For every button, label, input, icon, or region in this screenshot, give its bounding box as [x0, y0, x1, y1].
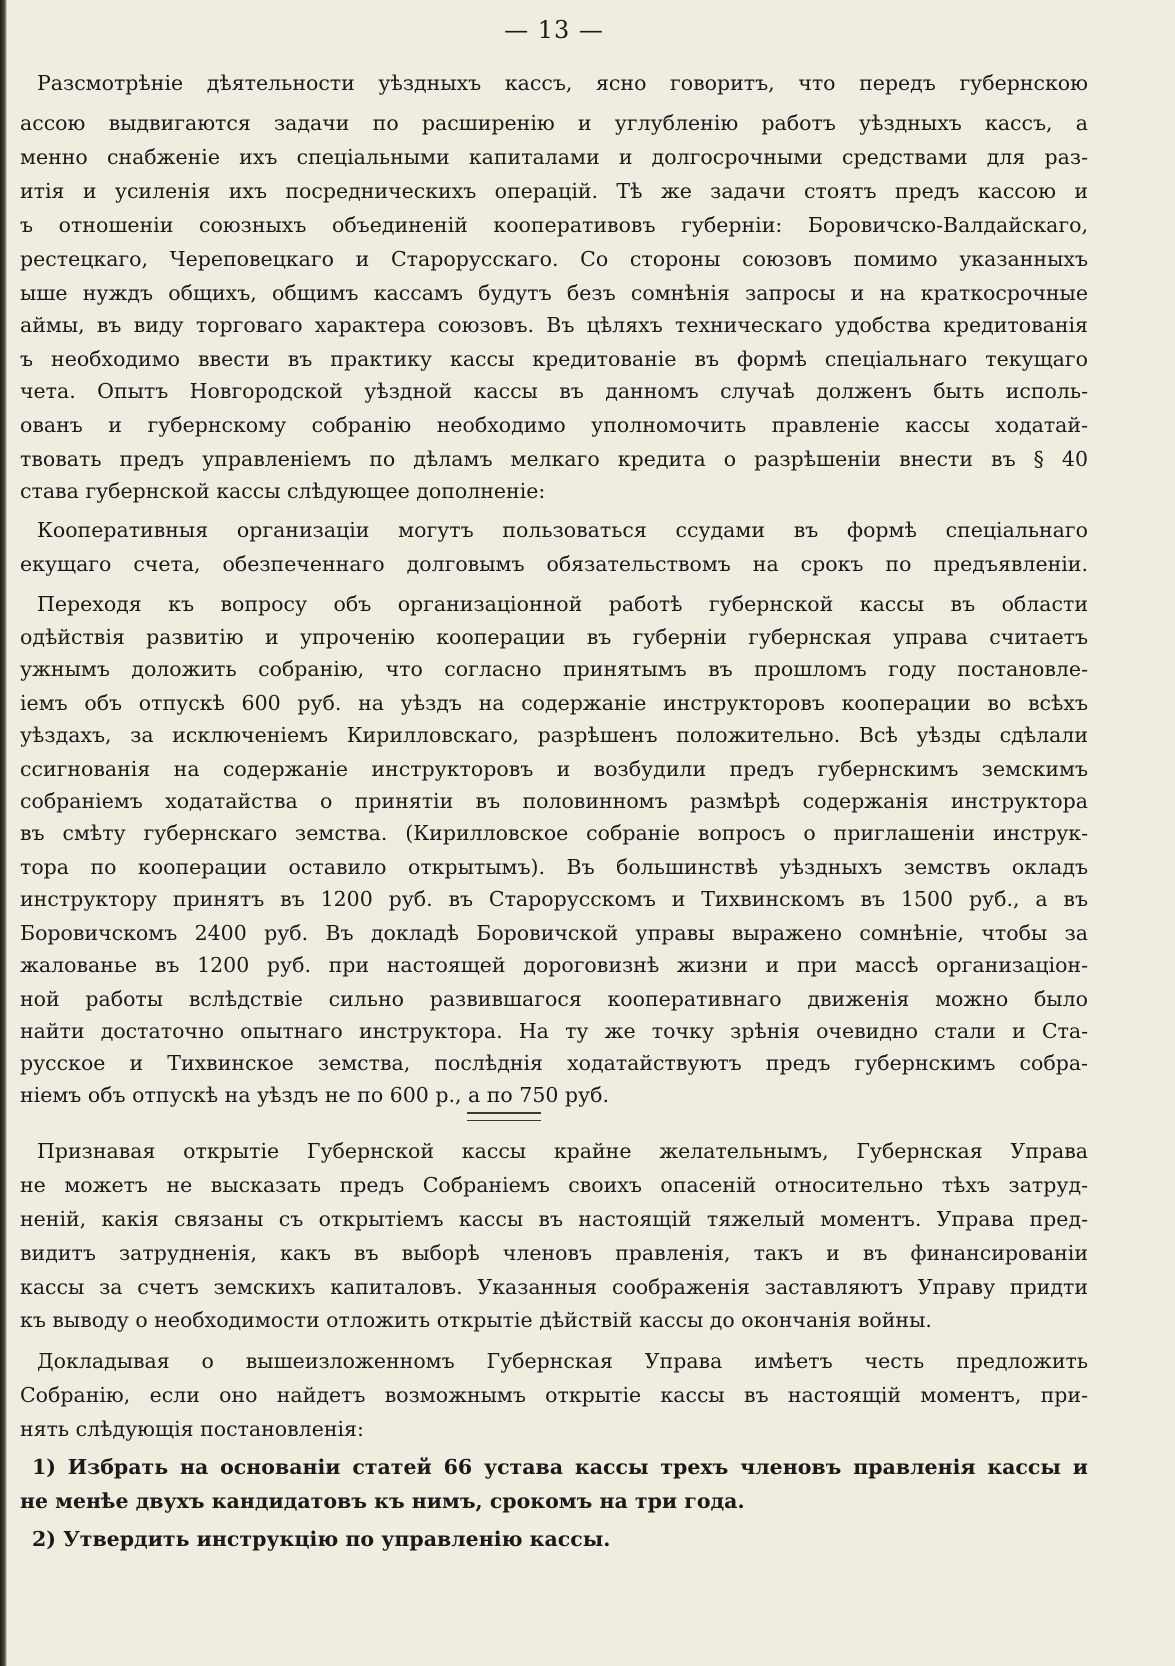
- binding-edge: [0, 0, 7, 1666]
- text-line: одѣйствія развитію и упроченію кооперации въ губерніи губернская управа считаетъ: [20, 625, 1088, 649]
- text-line: ніемъ объ отпускѣ на уѣздъ не по 600 р., а по 750 руб.: [20, 1083, 609, 1107]
- text-line: въ смѣту губернскаго земства. (Кирилловское собраніе вопросъ о приглашеніи инструк-: [20, 821, 1088, 845]
- text-line: аймы, въ виду торговаго характера союзовъ. Въ цѣляхъ техническаго удобства кредитованія: [20, 313, 1088, 337]
- text-line: кассы за счетъ земскихъ капиталовъ. Указанныя соображенія заставляютъ Управу придти: [20, 1275, 1088, 1299]
- text-line: Разсмотрѣніе дѣятельности уѣздныхъ кассъ, ясно говоритъ, что передъ губернскою: [37, 71, 1088, 95]
- text-line: ной работы вслѣдствіе сильно развившагося кооперативнаго движенія можно было: [20, 987, 1088, 1011]
- text-line: уѣздахъ, за исключеніемъ Кирилловскаго, разрѣшенъ положительно. Всѣ уѣзды сдѣлали: [20, 723, 1088, 747]
- text-line: инструктору принятъ въ 1200 руб. въ Старорусскомъ и Тихвинскомъ въ 1500 руб., а въ: [20, 887, 1088, 911]
- text-line: става губернской кассы слѣдующее дополненіе:: [20, 479, 546, 503]
- text-line: чета. Опытъ Новгородской уѣздной кассы въ данномъ случаѣ долженъ быть исполь-: [20, 379, 1088, 403]
- text-line: 2) Утвердить инструкцію по управленію кассы.: [32, 1527, 611, 1551]
- text-line: рестецкаго, Череповецкаго и Старорусскаго. Со стороны союзовъ помимо указанныхъ: [20, 247, 1088, 271]
- text-line: Боровичскомъ 2400 руб. Въ докладѣ Боровичской управы выражено сомнѣніе, чтобы за: [20, 921, 1088, 945]
- text-line: іемъ объ отпускѣ 600 руб. на уѣздъ на содержаніе инструкторовъ кооперации во всѣхъ: [20, 691, 1088, 715]
- text-line: Докладывая о вышеизложенномъ Губернская Управа имѣетъ честь предложить: [37, 1349, 1088, 1373]
- text-line: ъ необходимо ввести въ практику кассы кредитованіе въ формѣ спеціальнаго текущаго: [20, 347, 1088, 371]
- text-line: 1) Избрать на основаніи статей 66 устава кассы трехъ членовъ правленія кассы и: [32, 1455, 1088, 1479]
- text-line: къ выводу о необходимости отложить открытіе дѣйствій кассы до окончанія войны.: [20, 1308, 932, 1332]
- text-line: екущаго счета, обезпеченнаго долговымъ обязательствомъ на срокъ по предъявленіи.: [20, 552, 1088, 576]
- text-line: не можетъ не высказать предъ Собраніемъ своихъ опасеній относительно тѣхъ затруд-: [20, 1173, 1088, 1197]
- text-line: жалованье въ 1200 руб. при настоящей дороговизнѣ жизни и при массѣ организаціон-: [20, 953, 1088, 977]
- text-line: ссигнованія на содержаніе инструкторовъ и возбудили предъ губернскимъ земскимъ: [20, 757, 1088, 781]
- text-line: итія и усиленія ихъ посредническихъ операцій. Тѣ же задачи стоятъ предъ кассою и: [20, 179, 1088, 203]
- text-line: ъ отношеніи союзныхъ объединеній кооперативовъ губерніи: Боровичско-Валдайскаго,: [20, 213, 1088, 237]
- text-line: Переходя къ вопросу объ организаціонной работѣ губернской кассы въ области: [37, 592, 1088, 616]
- section-separator: [467, 1112, 541, 1121]
- text-line: ассою выдвигаются задачи по расширенію и углубленію работъ уѣздныхъ кассъ, а: [20, 111, 1088, 135]
- text-line: твовать предъ управленіемъ по дѣламъ мелкаго кредита о разрѣшеніи внести въ § 40: [20, 447, 1088, 471]
- page-number: — 13 —: [504, 16, 604, 44]
- text-line: Признавая открытіе Губернской кассы крайне желательнымъ, Губернская Управа: [37, 1139, 1088, 1163]
- text-line: русское и Тихвинское земства, послѣднія ходатайствуютъ предъ губернскимъ собра-: [20, 1051, 1088, 1075]
- text-line: ованъ и губернскому собранію необходимо уполномочить правленіе кассы ходатай-: [20, 413, 1088, 437]
- text-line: не менѣе двухъ кандидатовъ къ нимъ, срокомъ на три года.: [20, 1489, 745, 1513]
- text-line: Собранію, если оно найдетъ возможнымъ открытіе кассы въ настоящій моментъ, при-: [20, 1383, 1088, 1407]
- text-line: найти достаточно опытнаго инструктора. На ту же точку зрѣнія очевидно стали и Ста-: [20, 1019, 1088, 1043]
- text-line: ыше нуждъ общихъ, общимъ кассамъ будутъ безъ сомнѣнія запросы и на краткосрочные: [20, 281, 1088, 305]
- document-page: [20, 0, 1088, 1666]
- text-line: неній, какія связаны съ открытіемъ кассы въ настоящій тяжелый моментъ. Управа пред-: [20, 1207, 1088, 1231]
- text-line: собраніемъ ходатайства о принятіи въ половинномъ размѣрѣ содержанія инструктора: [20, 789, 1088, 813]
- text-line: Кооперативныя организаціи могутъ пользоваться ссудами въ формѣ спеціальнаго: [37, 518, 1088, 542]
- text-line: ужнымъ доложить собранію, что согласно принятымъ въ прошломъ году постановле-: [20, 657, 1088, 681]
- text-line: тора по кооперации оставило открытымъ). Въ большинствѣ уѣздныхъ земствъ окладъ: [20, 855, 1088, 879]
- text-line: видитъ затрудненія, какъ въ выборѣ членовъ правленія, такъ и въ финансированіи: [20, 1241, 1088, 1265]
- text-line: нять слѣдующія постановленія:: [20, 1417, 364, 1441]
- text-line: менно снабженіе ихъ спеціальными капиталами и долгосрочными средствами для раз-: [20, 145, 1088, 169]
